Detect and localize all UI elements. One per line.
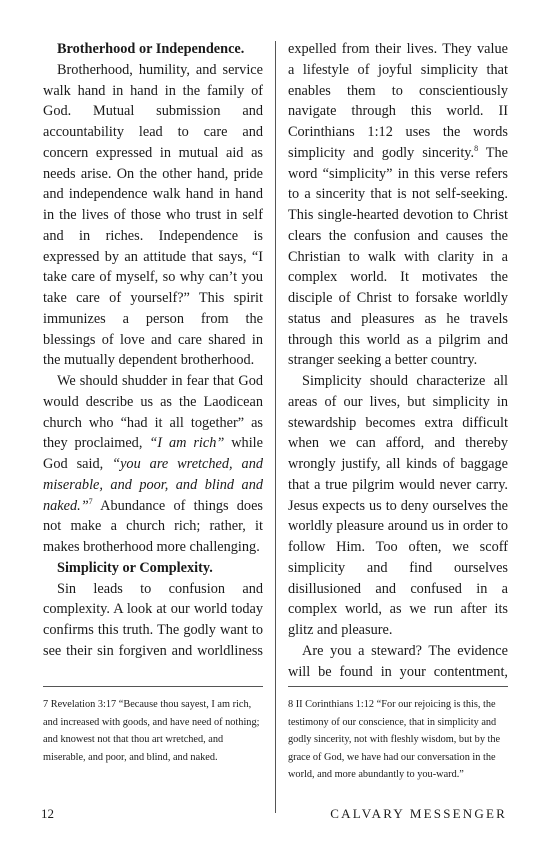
column-divider: [275, 41, 276, 813]
footnote-rule: [43, 686, 263, 687]
quote-i-am-rich: “I am rich”: [149, 435, 225, 452]
text-run: The word “simplicity” in this verse refers to a sincerity that is not self-seeking. This single-hearted devotion to Christ clears the confusion and causes the Christian to walk with clarity in a complex world. It motivates the disciple of Christ to forsake worldly status and pleasures as he travels through this world as a pilgrim and stranger seeking a better country.: [288, 144, 509, 369]
text-run: We should shudder in fear that God would describe us as the Laodicean church who “had it all together” as they proclaimed,: [43, 373, 263, 452]
publication-title: CALVARY MESSENGER: [330, 806, 507, 821]
footnote-rule: [288, 686, 508, 687]
paragraph: Brotherhood, humility, and service walk hand in hand in the family of God. Mutual submission and accountability lead to care and concern expressed in mutual aid as needs arise. On the other hand, pride and independence walk hand in hand in the lives of those who trust in self and in riches. Independence is expressed by an attitude that says, “I take care of myself, so why can’t you take care of yourself?” This spirit immunizes a person from the blessings of love and care shared in the mutually dependent brotherhood.: [43, 61, 263, 369]
footnote-8: 8 II Corinthians 1:12 “For our rejoicing is this, the testimony of our conscience, that in simplicity and godly sincerity, not with fleshly wisdom, but by the grace of God, we have had our conversation in the world, and more abundantly to you-ward.”: [288, 699, 501, 781]
left-column: [43, 39, 263, 662]
footnote-ref-8: 8: [474, 143, 479, 153]
section-heading-brotherhood: Brotherhood or Independence.: [57, 41, 245, 57]
paragraph: Simplicity should characterize all areas of our lives, but simplicity in stewardship becomes extra difficult when we can afford, and thereby wrongly justify, all kinds of baggage that a true pilgrim would never carry. Jesus expects us to deny ourselves the worldly pleasure around us in order to follow Him. Too often, we scoff simplicity and find ourselves disillusioned and confused in a complex world, as we run after its glitz and pleasure.: [288, 373, 508, 638]
text-run: expelled from their lives. They value a lifestyle of joyful simplicity that enables them to conscientiously navigate through this world. II Corinthians 1:12 uses the words simplicity and godly sincerity.: [288, 41, 508, 161]
paragraph: Are you a steward? The evidence will be found in your contentment,: [288, 642, 508, 680]
section-heading-simplicity: Simplicity or Complexity.: [57, 559, 213, 576]
text-run: Abundance of things does not make a church rich; rather, it makes brotherhood more challenging.: [43, 497, 263, 555]
footnote-ref-7: 7: [88, 496, 93, 506]
quote-wretched: “you are wretched, and miserable, and poor, and blind and naked.”: [43, 456, 263, 514]
paragraph: Sin leads to confusion and complexity. A look at our world today confirms this truth. The godly want to see their sin forgiven and worldliness: [43, 580, 263, 659]
footnote-7: 7 Revelation 3:17 “Because thou sayest, I am rich, and increased with goods, and have need of nothing; and knowest not that thou art wretched, and miserable, and poor, and blind, and naked.: [43, 699, 260, 763]
right-column: [288, 39, 508, 682]
text-run: while God said,: [43, 435, 263, 472]
page-number: 12: [41, 806, 54, 821]
paragraph: [288, 39, 508, 371]
paragraph: [43, 371, 263, 558]
